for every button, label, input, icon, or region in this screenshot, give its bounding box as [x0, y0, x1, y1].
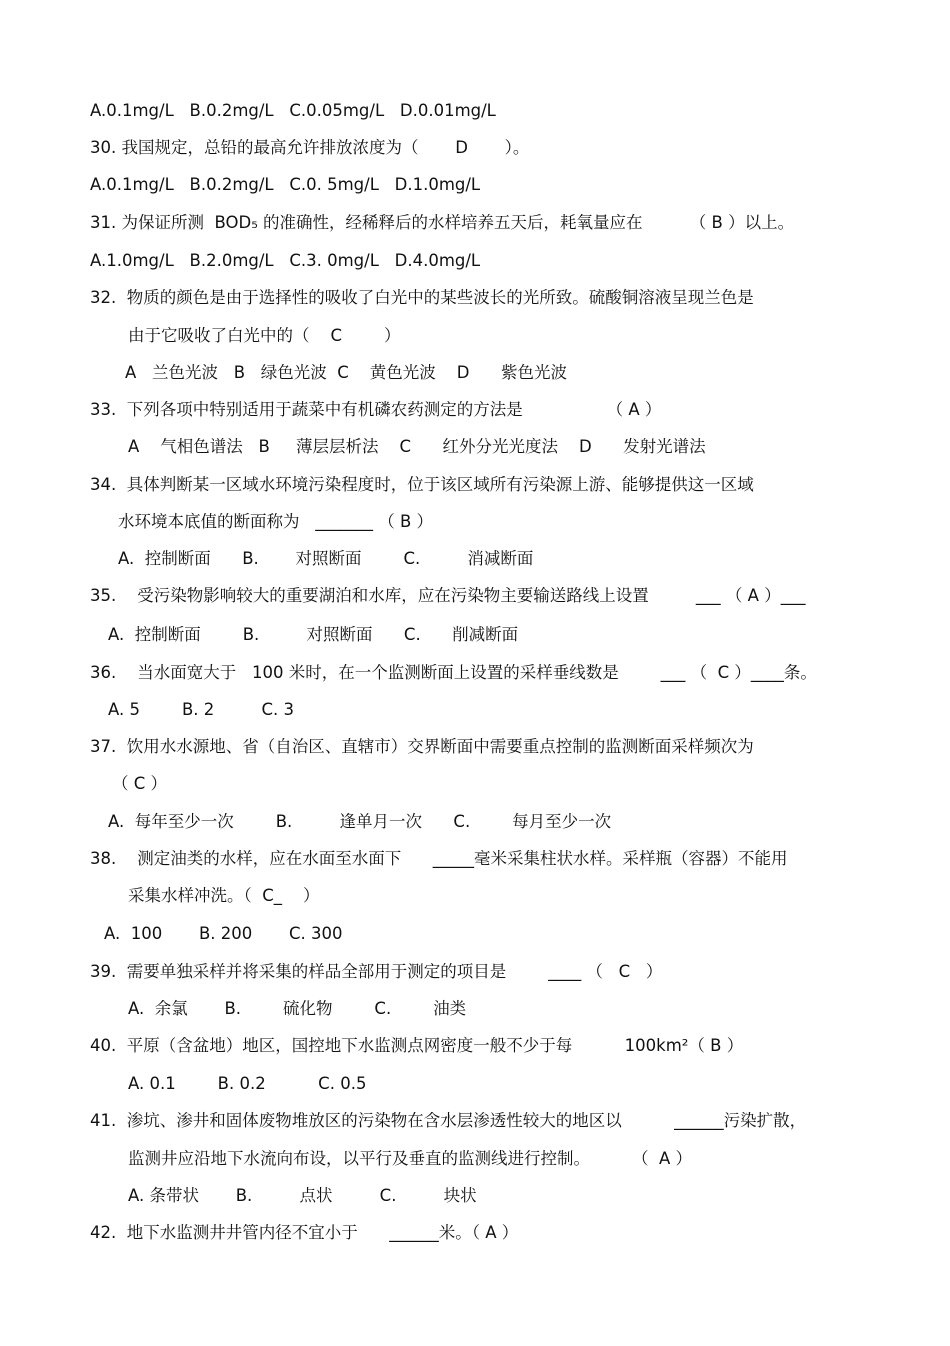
- question-39: 39. 需要单独采样并将采集的样品全部用于测定的项目是 ____ （ C ）: [90, 962, 663, 981]
- options-line: A. 每年至少一次 B. 逢单月一次 C. 每月至少一次: [108, 812, 612, 831]
- options-line: A. 100 B. 200 C. 300: [104, 924, 343, 943]
- options-line: A 兰色光波 B 绿色光波 C 黄色光波 D 紫色光波: [125, 363, 567, 382]
- question-40: 40. 平原（含盆地）地区，国控地下水监测点网密度一般不少于每 100km²（ B ）: [90, 1036, 744, 1055]
- question-31: 31. 为保证所测 BOD₅ 的准确性，经稀释后的水样培养五天后，耗氧量应在 （ B ）以上。: [90, 213, 795, 232]
- question-35: 35. 受污染物影响较大的重要湖泊和水库，应在污染物主要输送路线上设置 ___ （ A ）___: [90, 586, 806, 605]
- question-33: 33. 下列各项中特别适用于蔬菜中有机磷农药测定的方法是 （ A ）: [90, 400, 662, 419]
- text-line: 由于它吸收了白光中的（ C ）: [128, 326, 401, 345]
- question-36: 36. 当水面宽大于 100 米时，在一个监测断面上设置的采样垂线数是 ___ （ C ）____条。: [90, 663, 817, 682]
- question-41: 41. 渗坑、渗井和固体废物堆放区的污染物在含水层渗透性较大的地区以 ______污染扩散，: [90, 1111, 807, 1130]
- text-line: 采集水样冲洗。（ C_ ）: [128, 886, 320, 905]
- question-32: 32. 物质的颜色是由于选择性的吸收了白光中的某些波长的光所致。硫酸铜溶液呈现兰色是: [90, 288, 754, 307]
- options-line: A. 控制断面 B. 对照断面 C. 消减断面: [118, 549, 534, 568]
- question-34: 34. 具体判断某一区域水环境污染程度时，位于该区域所有污染源上游、能够提供这一区域: [90, 475, 754, 494]
- question-42: 42. 地下水监测井井管内径不宜小于 ______米。（ A ）: [90, 1223, 519, 1242]
- text-line: 水环境本底值的断面称为 _______ （ B ）: [118, 512, 434, 531]
- options-line: A. 控制断面 B. 对照断面 C. 削减断面: [108, 625, 519, 644]
- question-30: 30. 我国规定，总铅的最高允许排放浓度为（ D ）。: [90, 138, 530, 157]
- text-line: A.0.1mg/L B.0.2mg/L C.0. 5mg/L D.1.0mg/L: [90, 175, 481, 194]
- question-38: 38. 测定油类的水样，应在水面至水面下 _____毫米采集柱状水样。采样瓶（容器）不能用: [90, 849, 788, 868]
- text-line: A.0.1mg/L B.0.2mg/L C.0.05mg/L D.0.01mg/L: [90, 101, 496, 120]
- options-line: A. 5 B. 2 C. 3: [108, 700, 294, 719]
- options-line: A. 条带状 B. 点状 C. 块状: [128, 1186, 477, 1205]
- question-37: 37. 饮用水水源地、省（自治区、直辖市）交界断面中需要重点控制的监测断面采样频次为: [90, 737, 754, 756]
- text-line: 监测井应沿地下水流向布设，以平行及垂直的监测线进行控制。 （ A ）: [128, 1149, 692, 1168]
- options-line: A. 0.1 B. 0.2 C. 0.5: [128, 1074, 367, 1093]
- options-line: A 气相色谱法 B 薄层层析法 C 红外分光光度法 D 发射光谱法: [128, 437, 706, 456]
- text-line: A.1.0mg/L B.2.0mg/L C.3. 0mg/L D.4.0mg/L: [90, 251, 481, 270]
- text-line: （ C ）: [112, 774, 168, 793]
- options-line: A. 余氯 B. 硫化物 C. 油类: [128, 999, 467, 1018]
